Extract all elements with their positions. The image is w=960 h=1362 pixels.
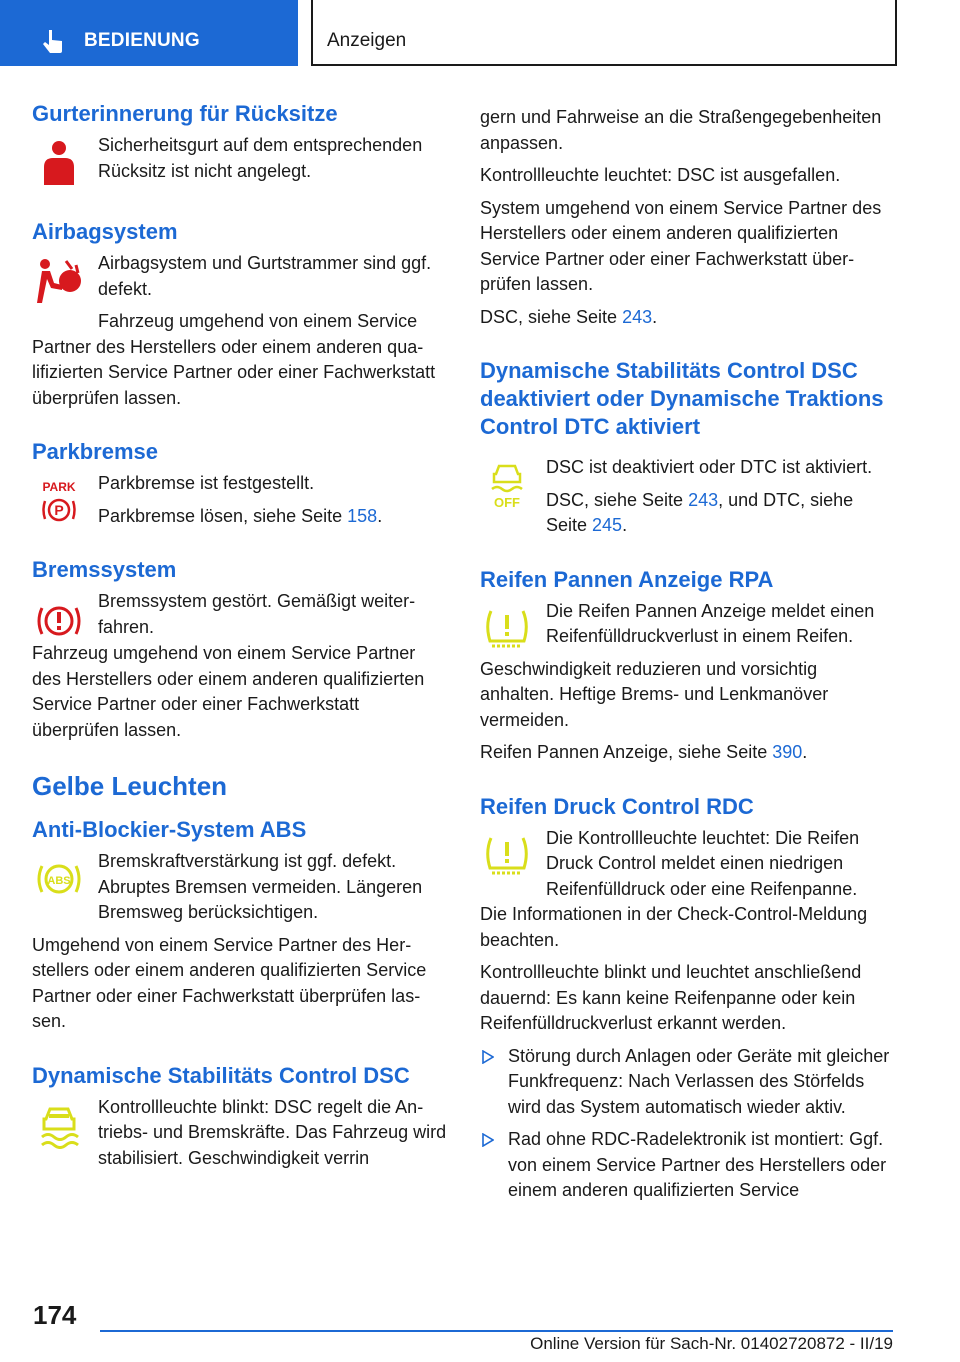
dsc-cont-text-1: gern und Fahrweise an die Straßengegebenheiten anpassen. [480,107,882,153]
dsc-off-text-2 [546,488,895,539]
rdc-text-3: Kontrollleuchte blinkt und leuchtet anschließend dauernd: Es kann keine Reifenpanne oder kein Reifenfülldruckverlust erkannt werden. [480,962,862,1033]
brake-system-text-1: Bremssystem gestört. Gemäßigt weiterfahren. [98,591,416,637]
dsc-row [32,1095,447,1172]
seatbelt-row [32,133,447,191]
tire-pressure-warning-icon [480,832,534,880]
rdc-text-2: Die Informationen in der Check-Control-Meldung beachten. [480,904,868,950]
heading-airbag: Airbagsystem [32,219,178,244]
dsc-text-1: Kontrollleuchte blinkt: DSC regelt die Antriebs- und Bremskräfte. Das Fahrzeug wird stabilisiert. Geschwindigkeit verrin [98,1096,447,1168]
triangle-bullet-icon [482,1133,494,1147]
bullet-text: Störung durch Anlagen oder Geräte mit gleicher Funkfrequenz: Nach Verlassen des Störfelds wird das System automatisch wieder aktiv. [508,1045,890,1117]
heading-parking-brake: Parkbremse [32,439,158,464]
rpa-row [480,599,895,734]
parking-brake-ref-text: Parkbremse lösen, siehe Seite [98,505,348,526]
page-link-245[interactable]: 245 [592,515,623,535]
airbag-text-1: Airbagsystem und Gurtstrammer sind ggf. defekt. [98,253,432,299]
rdc-text-1: Die Kontrollleuchte leuchtet: Die Reifen Druck Control meldet einen niedrigen Reifenfülldruck oder eine Reifenpanne. [546,827,860,899]
dsc-off-ref-text: DSC, siehe Seite [546,489,689,510]
right-column [480,105,895,1211]
section-dsc [32,1062,447,1172]
section-header [311,0,897,66]
tire-pressure-warning-icon [480,605,534,653]
heading-brake-system: Bremssystem [32,557,177,582]
seatbelt-text: Sicherheitsgurt auf dem entsprechenden Rücksitz ist nicht angelegt. [98,135,423,181]
footer-text: Online Version für Sach-Nr. 01402720872 - II/19 [530,1334,893,1353]
abs-row [32,849,447,926]
airbag-row [32,251,447,309]
abs-text-1: Bremskraftverstärkung ist ggf. defekt. Abruptes Bremsen vermeiden. Längeren Bremsweg berücksichtigen. [98,851,423,922]
section-seatbelt [32,100,447,191]
chapter-label: BEDIENUNG [84,30,200,51]
bullet-text: Rad ohne RDC-Radelektronik ist montiert: Ggf. von einem Service Partner des Herstellers oder einem anderen qualifizierten Service [508,1129,887,1200]
rdc-bullet-list [480,1044,895,1204]
section-abs [32,816,447,1035]
period: . [652,306,658,327]
section-airbag [32,218,447,411]
svg-text:P: P [54,502,64,518]
airbag-text-2-body: Fahrzeug umgehend von einem Service Partner des Herstellers oder einem anderen qualifizierten Service Partner oder einer Fachwerkstatt überprüfen lassen. [32,311,436,408]
dsc-cont-text-2: Kontrollleuchte leuchtet: DSC ist ausgefallen. [480,165,841,185]
parking-brake-text-2 [98,504,447,530]
section-parking-brake [32,438,447,529]
abs-text-2: Umgehend von einem Service Partner des Herstellers oder einem anderen qualifizierten Service Partner oder einer Fachwerkstatt überprüfen lassen. [32,934,427,1031]
dsc-off-icon [480,461,534,509]
brake-system-warning-icon [32,595,86,643]
heading-dsc-off: Dynamische Stabilitäts Control DSC deaktiviert oder Dynamische Traktions Control DTC aktiviert [480,358,884,439]
heading-abs: Anti-Blockier-System ABS [32,817,307,842]
parking-brake-row [32,471,447,529]
page-link-158[interactable]: 158 [347,505,378,526]
parking-brake-text-1: Parkbremse ist festgestellt. [98,473,315,493]
dsc-cont-text-4 [480,305,895,331]
heading-rdc: Reifen Druck Control RDC [480,793,754,819]
dsc-ref-text: DSC, siehe Seite [480,306,623,327]
page-number: 174 [33,1300,77,1330]
rdc-row [480,826,895,903]
rpa-text-1: Die Reifen Pannen Anzeige meldet einen Reifenfülldruckverlust in einem Reifen. [546,600,875,646]
section-rdc [480,793,895,1204]
parking-brake-icon [32,477,86,525]
brake-system-text-2: Fahrzeug umgehend von einem Service Partner des Herstellers oder einem anderen qualifizierten Service Partner oder einer Fachwerkstatt überprüfen lassen. [32,643,425,740]
page-link-243[interactable]: 243 [622,306,653,327]
abs-icon [32,855,86,903]
dtc-ref-text: , und DTC, siehe Seite [546,489,854,535]
rpa-text-3 [480,740,895,766]
triangle-bullet-icon [482,1050,494,1064]
section-brake-system [32,556,447,743]
rpa-ref-text: Reifen Pannen Anzeige, siehe Seite [480,742,773,762]
section-dsc-off [480,357,895,539]
period: . [802,742,808,762]
section-title: Anzeigen [327,30,407,51]
svg-text:OFF: OFF [494,495,520,509]
heading-yellow-lights: Gelbe Leuchten [32,771,228,801]
dsc-off-text-1: DSC ist deaktiviert oder DTC ist aktiviert. [546,457,873,477]
dsc-cont-text-3: System umgehend von einem Service Partner des Herstellers oder einem anderen qualifizierten Service Partner oder einer Fachwerkstatt überprüfen lassen. [480,197,882,294]
left-column [32,100,447,1178]
airbag-text-2 [32,309,447,411]
period: . [622,515,628,535]
dsc-off-row [480,455,895,539]
list-item [480,1044,895,1121]
section-rpa [480,566,895,766]
heading-dsc: Dynamische Stabilitäts Control DSC [32,1062,410,1088]
heading-rpa: Reifen Pannen Anzeige RPA [480,566,774,592]
svg-text:PARK: PARK [42,480,76,494]
chapter-tab [0,0,298,66]
list-item [480,1127,895,1204]
hand-pointer-icon [40,28,66,54]
seatbelt-warning-icon [32,139,86,187]
period: . [377,505,383,526]
airbag-warning-icon [32,257,86,305]
page-link-243[interactable]: 243 [688,489,719,510]
brake-system-row [32,589,447,647]
dsc-continuation [480,105,895,330]
page-link-390[interactable]: 390 [772,742,803,762]
svg-text:ABS: ABS [47,875,71,887]
rpa-text-2: Geschwindigkeit reduzieren und vorsichtig anhalten. Heftige Brems- und Lenkmanöver vermeiden. [480,658,829,730]
dsc-icon [32,1101,86,1149]
heading-seatbelt: Gurterinnerung für Rücksitze [32,101,338,126]
